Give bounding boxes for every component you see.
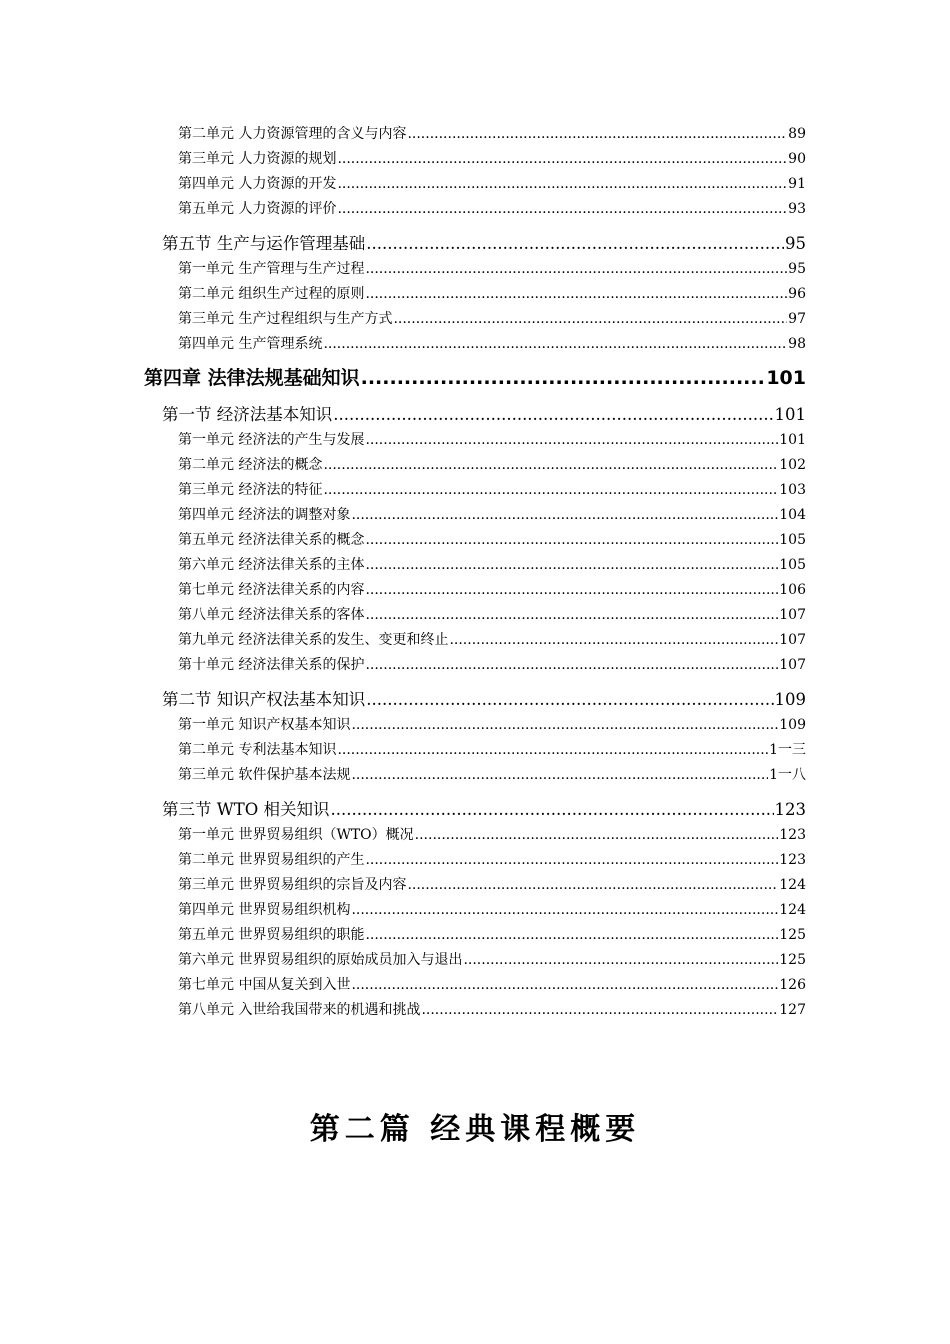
dot-leader xyxy=(323,332,787,357)
toc-entry-unit[interactable] xyxy=(178,738,806,763)
dot-leader xyxy=(365,603,778,628)
toc-entry-sec[interactable] xyxy=(162,231,806,257)
dot-leader xyxy=(366,687,773,713)
toc-entry-unit[interactable] xyxy=(178,453,806,478)
toc-entry-title: 第三单元 经济法的特征 xyxy=(178,482,323,498)
toc-entry-unit[interactable] xyxy=(178,823,806,848)
toc-entry-unit[interactable] xyxy=(178,257,806,282)
dot-leader xyxy=(365,282,787,307)
dot-leader xyxy=(330,797,773,823)
toc-entry-page: 123 xyxy=(779,827,806,843)
toc-entry-title: 第六单元 世界贸易组织的原始成员加入与退出 xyxy=(178,952,463,968)
toc-entry-title: 第一单元 知识产权基本知识 xyxy=(178,717,351,733)
toc-entry-title: 第八单元 经济法律关系的客体 xyxy=(178,607,365,623)
toc-entry-unit[interactable] xyxy=(178,763,806,788)
toc-entry-page: 124 xyxy=(779,902,806,918)
toc-entry-title: 第一节 经济法基本知识 xyxy=(162,405,333,424)
dot-leader xyxy=(351,503,778,528)
toc-entry-sec[interactable] xyxy=(162,402,806,428)
part-title: 第二篇 经典课程概要 xyxy=(309,1112,641,1147)
toc-entry-page: 107 xyxy=(779,657,806,673)
toc-entry-title: 第二单元 经济法的概念 xyxy=(178,457,323,473)
dot-leader xyxy=(351,898,778,923)
dot-leader xyxy=(323,478,778,503)
dot-leader xyxy=(393,307,787,332)
toc-entry-title: 第五单元 世界贸易组织的职能 xyxy=(178,927,365,943)
toc-entry-page: 123 xyxy=(779,852,806,868)
toc-entry-title: 第十单元 经济法律关系的保护 xyxy=(178,657,365,673)
toc-entry-unit[interactable] xyxy=(178,653,806,678)
toc-entry-title: 第七单元 中国从复关到入世 xyxy=(178,977,351,993)
toc-entry-page: 95 xyxy=(788,261,806,277)
toc-entry-unit[interactable] xyxy=(178,122,806,147)
toc-entry-page: 103 xyxy=(779,482,806,498)
toc-entry-unit[interactable] xyxy=(178,873,806,898)
dot-leader xyxy=(351,763,768,788)
toc-entry-title: 第五单元 经济法律关系的概念 xyxy=(178,532,365,548)
toc-entry-page: 107 xyxy=(779,607,806,623)
dot-leader xyxy=(365,528,778,553)
dot-leader xyxy=(337,147,787,172)
dot-leader xyxy=(365,923,778,948)
toc-entry-page: 127 xyxy=(779,1002,806,1018)
dot-leader xyxy=(351,713,778,738)
toc-entry-chap[interactable] xyxy=(144,363,806,393)
toc-entry-page: 109 xyxy=(774,690,806,709)
toc-entry-page: 98 xyxy=(788,336,806,352)
toc-entry-title: 第五单元 人力资源的评价 xyxy=(178,201,337,217)
toc-entry-title: 第九单元 经济法律关系的发生、变更和终止 xyxy=(178,632,449,648)
toc-entry-page: 89 xyxy=(788,126,806,142)
dot-leader xyxy=(337,172,787,197)
toc-entry-page: 101 xyxy=(779,432,806,448)
toc-entry-page: 90 xyxy=(788,151,806,167)
toc-entry-title: 第八单元 入世给我国带来的机遇和挑战 xyxy=(178,1002,421,1018)
dot-leader xyxy=(361,363,766,393)
toc-entry-page: 124 xyxy=(779,877,806,893)
toc-entry-title: 第三单元 世界贸易组织的宗旨及内容 xyxy=(178,877,407,893)
toc-entry-page: 1一八 xyxy=(769,767,806,783)
toc-entry-sec[interactable] xyxy=(162,797,806,823)
toc-entry-title: 第四单元 经济法的调整对象 xyxy=(178,507,351,523)
toc-entry-page: 1一三 xyxy=(769,742,806,758)
toc-entry-page: 107 xyxy=(779,632,806,648)
toc-entry-title: 第二单元 世界贸易组织的产生 xyxy=(178,852,365,868)
dot-leader xyxy=(351,973,778,998)
dot-leader xyxy=(407,122,787,147)
toc-entry-unit[interactable] xyxy=(178,553,806,578)
toc-entry-title: 第六单元 经济法律关系的主体 xyxy=(178,557,365,573)
toc-entry-sec[interactable] xyxy=(162,687,806,713)
toc-entry-title: 第四单元 人力资源的开发 xyxy=(178,176,337,192)
toc-entry-title: 第四单元 世界贸易组织机构 xyxy=(178,902,351,918)
toc-entry-page: 125 xyxy=(779,952,806,968)
toc-entry-unit[interactable] xyxy=(178,478,806,503)
dot-leader xyxy=(407,873,778,898)
toc-entry-unit[interactable] xyxy=(178,898,806,923)
toc-entry-page: 123 xyxy=(774,800,806,819)
toc-entry-title: 第五节 生产与运作管理基础 xyxy=(162,234,366,253)
toc-entry-page: 97 xyxy=(788,311,806,327)
toc-entry-unit[interactable] xyxy=(178,848,806,873)
toc-entry-unit[interactable] xyxy=(178,603,806,628)
toc-entry-title: 第四单元 生产管理系统 xyxy=(178,336,323,352)
toc-entry-title: 第二单元 专利法基本知识 xyxy=(178,742,337,758)
toc-entry-title: 第三单元 生产过程组织与生产方式 xyxy=(178,311,393,327)
dot-leader xyxy=(365,653,778,678)
toc-entry-unit[interactable] xyxy=(178,503,806,528)
toc-entry-title: 第一单元 生产管理与生产过程 xyxy=(178,261,365,277)
dot-leader xyxy=(449,628,778,653)
toc-entry-unit[interactable] xyxy=(178,948,806,973)
toc-entry-title: 第二节 知识产权法基本知识 xyxy=(162,690,366,709)
toc-entry-page: 106 xyxy=(779,582,806,598)
toc-entry-page: 102 xyxy=(779,457,806,473)
toc-entry-unit[interactable] xyxy=(178,578,806,603)
toc-entry-unit[interactable] xyxy=(178,332,806,357)
dot-leader xyxy=(337,197,787,222)
dot-leader xyxy=(415,823,779,848)
toc-entry-unit[interactable] xyxy=(178,172,806,197)
dot-leader xyxy=(366,231,784,257)
dot-leader xyxy=(365,428,778,453)
toc-entry-title: 第二单元 组织生产过程的原则 xyxy=(178,286,365,302)
dot-leader xyxy=(463,948,778,973)
toc-entry-unit[interactable] xyxy=(178,282,806,307)
dot-leader xyxy=(365,578,778,603)
toc-entry-title: 第一单元 经济法的产生与发展 xyxy=(178,432,365,448)
dot-leader xyxy=(365,848,778,873)
dot-leader xyxy=(421,998,778,1023)
toc-entry-page: 105 xyxy=(779,532,806,548)
toc-entry-page: 105 xyxy=(779,557,806,573)
toc-entry-unit[interactable] xyxy=(178,713,806,738)
toc-entry-title: 第一单元 世界贸易组织（WTO）概况 xyxy=(178,827,414,843)
toc-entry-unit[interactable] xyxy=(178,628,806,653)
toc-entry-page: 104 xyxy=(779,507,806,523)
toc-entry-page: 109 xyxy=(779,717,806,733)
dot-leader xyxy=(337,738,768,763)
dot-leader xyxy=(365,257,787,282)
toc-entry-unit[interactable] xyxy=(178,528,806,553)
toc-entry-title: 第三单元 软件保护基本法规 xyxy=(178,767,351,783)
toc-entry-page: 126 xyxy=(779,977,806,993)
toc-entry-unit[interactable] xyxy=(178,197,806,222)
toc-entry-page: 101 xyxy=(766,367,806,389)
toc-entry-unit[interactable] xyxy=(178,923,806,948)
toc-entry-unit[interactable] xyxy=(178,428,806,453)
toc-entry-title: 第三节 WTO 相关知识 xyxy=(162,800,330,819)
toc-entry-title: 第四章 法律法规基础知识 xyxy=(144,367,360,389)
toc-entry-unit[interactable] xyxy=(178,973,806,998)
dot-leader xyxy=(333,402,773,428)
toc-entry-page: 93 xyxy=(788,201,806,217)
toc-entry-title: 第二单元 人力资源管理的含义与内容 xyxy=(178,126,407,142)
dot-leader xyxy=(323,453,778,478)
toc-entry-unit[interactable] xyxy=(178,998,806,1023)
toc-entry-page: 125 xyxy=(779,927,806,943)
dot-leader xyxy=(365,553,778,578)
toc-entry-title: 第七单元 经济法律关系的内容 xyxy=(178,582,365,598)
table-of-contents xyxy=(0,122,950,1023)
toc-entry-title: 第三单元 人力资源的规划 xyxy=(178,151,337,167)
toc-entry-page: 96 xyxy=(788,286,806,302)
toc-entry-page: 95 xyxy=(785,234,806,253)
toc-entry-unit[interactable] xyxy=(178,147,806,172)
toc-entry-page: 91 xyxy=(788,176,806,192)
toc-entry-unit[interactable] xyxy=(178,307,806,332)
toc-entry-page: 101 xyxy=(774,405,806,424)
